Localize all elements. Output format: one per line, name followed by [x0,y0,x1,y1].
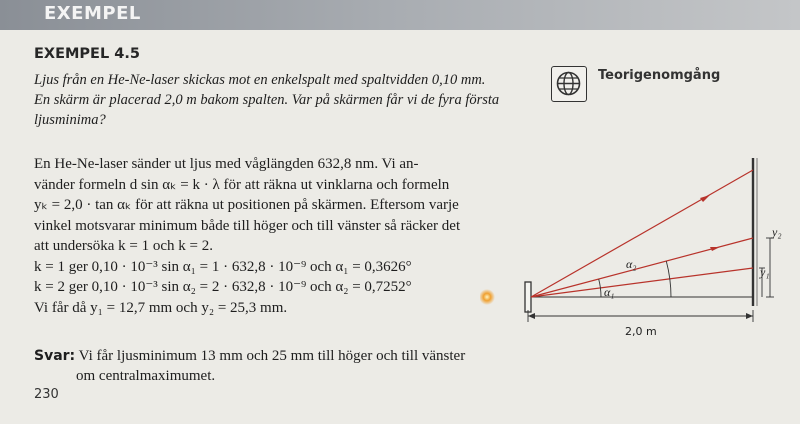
problem-line: ljusminima? [34,112,106,128]
answer [34,346,504,386]
ray-top [531,170,753,297]
arrow-head [710,247,720,251]
alpha1-label: α₁ [604,285,615,299]
ray-alpha2 [531,238,753,297]
solution-line: En He-Ne-laser sänder ut ljus med våglängden 632,8 nm. Vi an- [34,156,419,172]
solution-line: k = 2 ger 0,10 · 10⁻³ sin α₂ = 2 · 632,8 · 10⁻⁹ och α₂ = 0,7252° [34,279,412,295]
solution-line: yₖ = 2,0 · tan αₖ för att räkna ut positionen på skärmen. Eftersom varje [34,197,459,213]
ray-alpha1 [531,268,753,297]
globe-icon [551,66,587,102]
solution-line: vinkel motsvarar minimum både till höger och till vänster så räcker det [34,217,461,234]
solution-line: vänder formeln d sin αₖ = k · λ för att räkna ut vinklarna och formeln [34,176,450,193]
slit [525,282,531,312]
distance-label: 2,0 m [625,325,657,338]
y1-label: y₁ [760,265,770,279]
arrow-head [700,195,710,202]
answer-line: om centralmaximumet. [76,368,216,384]
problem-line: En skärm är placerad 2,0 m bakom spalten. Var på skärmen får vi de fyra första [34,92,500,108]
page-number: 230 [34,387,59,402]
problem-statement [34,70,534,130]
solution-text [34,154,534,318]
banner-label: EXEMPEL [44,3,141,24]
laser-source [480,289,495,305]
problem-line: Ljus från en He-Ne-laser skickas mot en enkelspalt med spaltvidden 0,10 mm. [34,72,486,88]
solution-line: Vi får då y₁ = 12,7 mm och y₂ = 25,3 mm. [34,299,288,316]
solution-line: att undersöka k = 1 och k = 2. [34,238,213,254]
theory-link-label: Teorigenomgång [598,68,721,83]
example-title: EXEMPEL 4.5 [34,46,140,62]
answer-line: Vi får ljusminimum 13 mm och 25 mm till höger och till vänster [78,348,466,364]
slit-diagram [480,150,790,350]
y2-label: y₂ [772,225,782,239]
alpha2-label: α₂ [626,257,637,271]
example-banner [0,0,800,30]
answer-label: Svar: [34,348,76,364]
solution-line: k = 1 ger 0,10 · 10⁻³ sin α₁ = 1 · 632,8 · 10⁻⁹ och α₁ = 0,3626° [34,258,412,275]
